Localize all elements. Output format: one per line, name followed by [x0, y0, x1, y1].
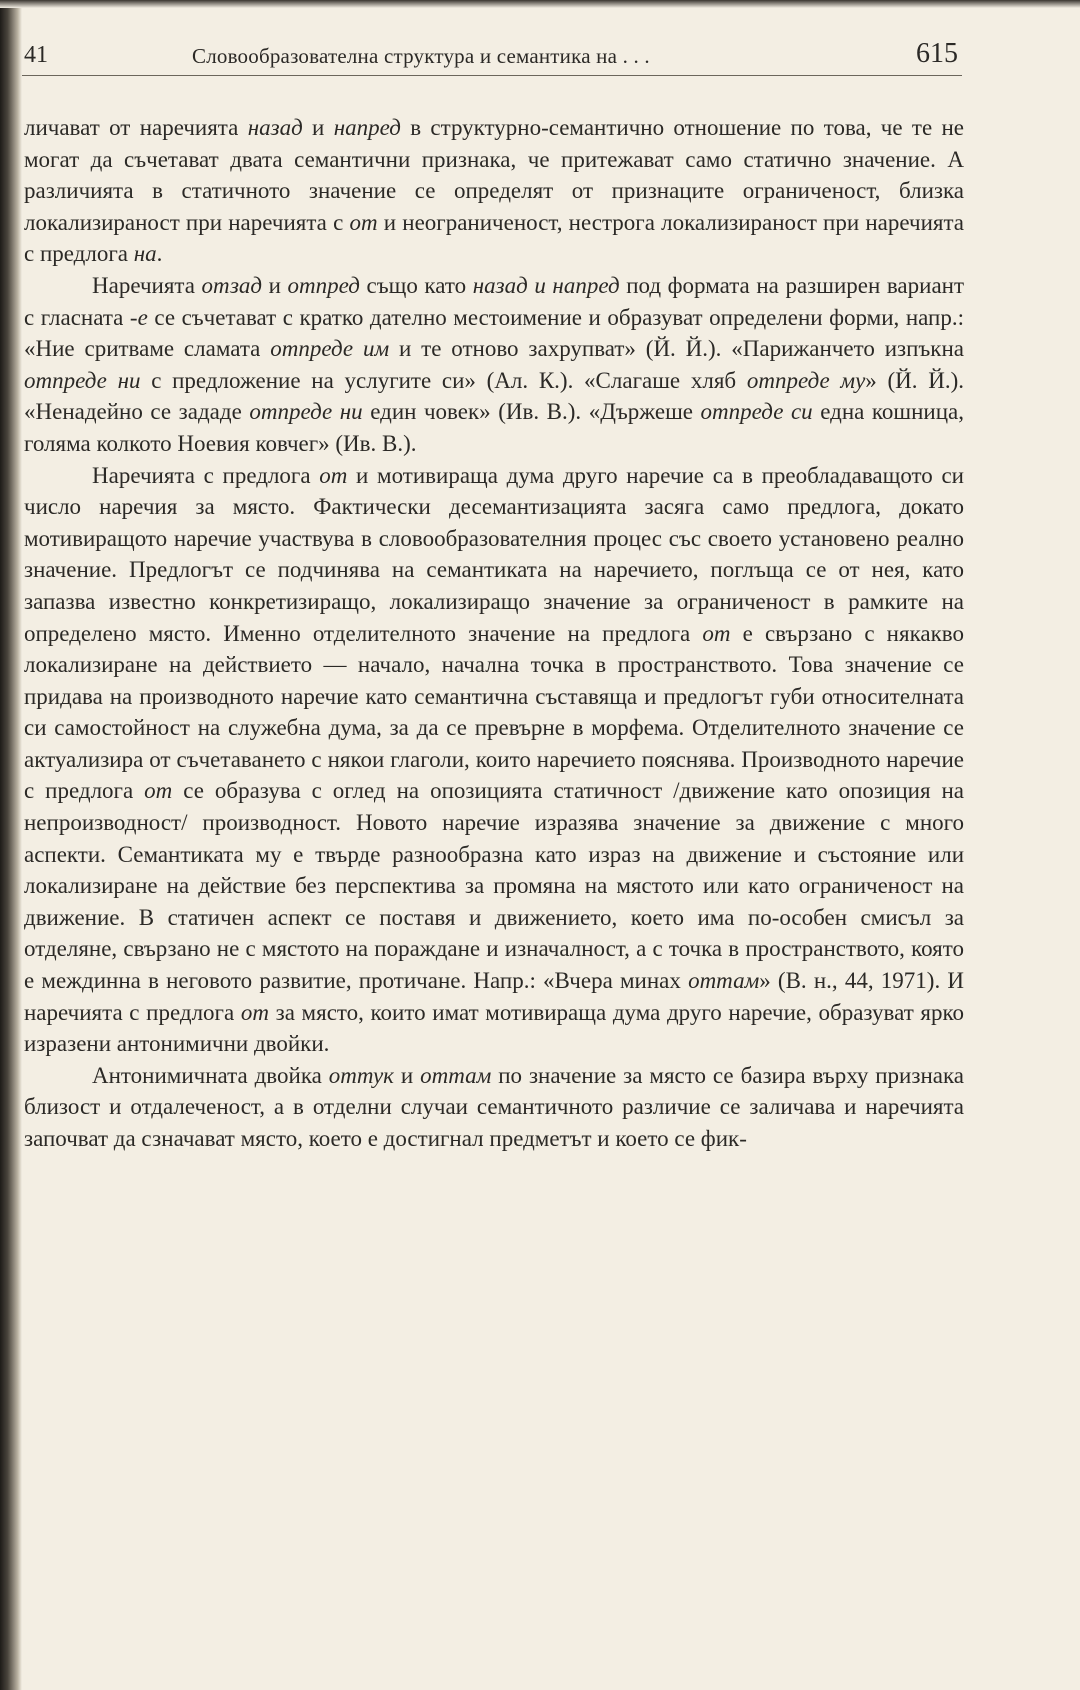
text-run: личават от наречията — [24, 115, 248, 140]
italic-term: отпреде ни — [24, 367, 141, 393]
italic-term: отпреде ни — [249, 399, 363, 425]
page-header — [24, 38, 1024, 78]
italic-term: оттам — [420, 1062, 492, 1088]
paragraph-4 — [24, 1060, 964, 1155]
text-run: под формата на разширен вариант с гласната — [24, 272, 965, 330]
italic-term: от — [702, 620, 731, 646]
text-run: с предложение на услугите си» (Ал. К.). «Слагаше хляб — [140, 367, 747, 393]
italic-term: от — [319, 462, 348, 488]
text-run: е свързано с някакво локализиране на действието — начало, начална точка в пространството. Това значение се придава на производното наречие като семантична съставяща и предлогът губи относителната си самостойност на служебна дума, за да се превърне в морфема. Отделителното значение се актуализира от съчетаването с някои глаголи, които наречието пояснява. Производното наречие с предлога — [24, 620, 964, 804]
text-run: и — [262, 272, 288, 298]
text-run: Наречията с предлога — [92, 462, 320, 488]
right-page-number: 615 — [916, 38, 958, 69]
left-page-number: 41 — [24, 42, 48, 68]
italic-term: отпреде им — [270, 336, 390, 362]
book-spine-shadow — [0, 0, 22, 1690]
text-run: и неограниченост, нестрога локализираност при наречията с предлога — [24, 209, 965, 267]
paragraph-1 — [24, 112, 964, 270]
italic-term: -е — [129, 304, 148, 330]
italic-term: оттук — [328, 1062, 394, 1088]
body-text — [24, 112, 964, 1155]
paragraph-3 — [24, 460, 964, 1060]
text-run: и те отново захрупват» (Й. Й.). «Парижанчето изпъкна — [389, 336, 964, 362]
text-run: » (Й. Й.). «Ненадейно се зададе — [24, 367, 965, 425]
running-title: Словообразователна структура и семантика на . . . — [192, 44, 650, 68]
italic-term: отзад — [201, 272, 263, 298]
text-run: по значение за място се базира върху признака близост и отдалеченост, а в отделни случаи семантичното различие се заличава и наречията започват да сзначават място, което е достигнал предметът и което се фик- — [24, 1062, 965, 1151]
text-run: една кошница, голяма колкото Ноевия ковчег» (Ив. В.). — [24, 399, 965, 456]
text-run: един човек» (Ив. В.). «Държеше — [362, 399, 701, 425]
italic-term: отпреде му — [746, 367, 866, 393]
italic-term: отпред — [287, 272, 360, 298]
text-run: за място, които имат мотивираща дума друго наречие, образуват ярко изразени антонимични двойки. — [24, 999, 964, 1057]
italic-term: назад — [247, 115, 303, 140]
text-run: Антонимичната двойка — [92, 1062, 329, 1088]
italic-term: от — [144, 778, 173, 804]
text-run: и — [302, 115, 334, 140]
text-run: се образува с оглед на опозицията статичност /движение като опозиция на непроизводност/ производност. Новото наречие изразява значение за движение с много аспекти. Семантиката му е твърде разнообразна като израз на движение и състояние или локализиране на действие без перспектива за промяна на мястото или като ограниченост на движение. В статичен аспект се поставя и движението, което има по-особен смисъл за отделяне, свързано не с мястото на пораждане и изначалност, а с точка в пространството, която е междинна в неговото развитие, протичане. Напр.: «Вчера минах — [24, 778, 964, 994]
text-run: и — [393, 1062, 421, 1088]
italic-term: от — [349, 209, 378, 235]
italic-term: от — [240, 999, 269, 1025]
text-run: . — [156, 241, 163, 267]
italic-term: оттам — [688, 968, 760, 994]
page-top-edge-shadow — [0, 0, 1080, 8]
italic-term: отпреде си — [700, 399, 813, 425]
italic-term: на — [133, 241, 157, 267]
paragraph-2 — [24, 270, 964, 460]
text-run: Наречията — [92, 272, 202, 298]
text-run: в структурно-семантично отношение по това, че те не могат да съчетават двата семантични признака, че притежават само статично значение. А различията в статичното значение се определят от признаците ограниченост, близка локализираност при наречията с — [24, 115, 965, 235]
italic-term: напред — [333, 115, 401, 140]
text-run: » (В. н., 44, 1971). И наречията с предлога — [24, 968, 965, 1025]
text-run: и мотивираща дума друго наречие са в преобладаващото си число наречия за място. Фактически десемантизацията засяга само предлога, докато мотивиращото наречие участвува в словообразователния процес със своето установено реално значение. Предлогът се подчинява на семантиката на наречието, поглъща се от нея, като запазва известно конкретизиращо, локализиращо значение за ограниченост в рамките на определено място. Именно отделителното значение на предлога — [24, 462, 964, 646]
text-run: също като — [359, 272, 473, 298]
text-run: се съчетават с кратко дателно местоимение и образуват определени форми, напр.: «Ние сритваме сламата — [24, 304, 964, 362]
italic-term: назад и напред — [472, 272, 620, 298]
header-rule — [22, 75, 962, 76]
